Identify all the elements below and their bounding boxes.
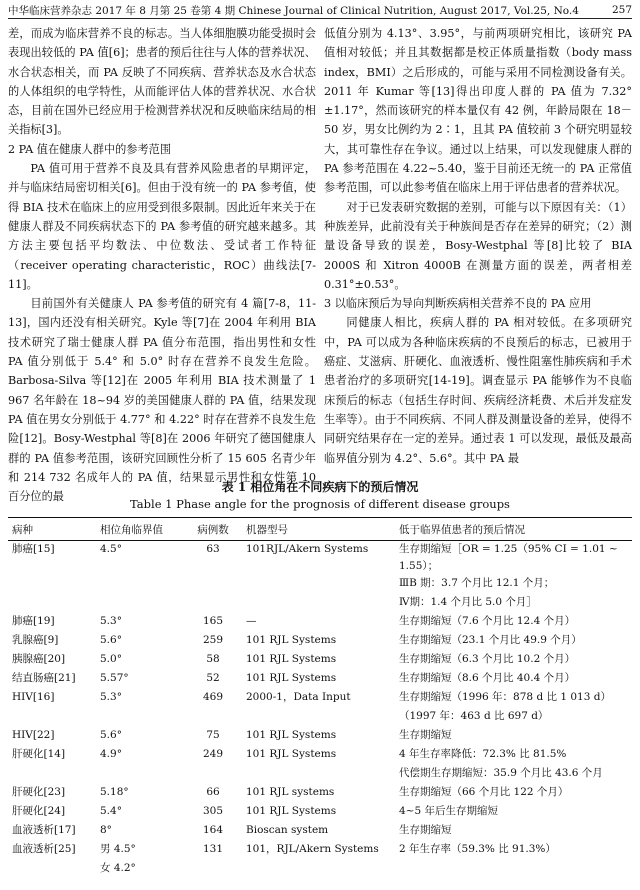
table-cell-n: 52 (206, 672, 220, 684)
table-cell-outcome: （1997 年：463 d 比 697 d） (399, 710, 549, 722)
table-cell-cutoff: 5.18° (100, 786, 129, 798)
table-cell-cutoff: 5.0° (100, 653, 122, 665)
table-body (8, 541, 632, 880)
table-cell-outcome: 生存期缩短（23.1 个月比 49.9 个月） (399, 634, 582, 646)
table-cell-disease (8, 860, 96, 879)
table-cell-n: 75 (206, 729, 220, 741)
table-cell-disease: 肺癌[15] (12, 543, 55, 555)
table-cell-outcome (395, 860, 632, 879)
table-cell-n (184, 594, 242, 613)
table-cell-device (242, 594, 395, 613)
table-row (8, 651, 632, 670)
table-cell-outcome: 4 年生存率降低：72.3% 比 81.5% (399, 748, 567, 760)
table-cell-disease (8, 708, 96, 727)
table-cell-outcome: 代偿期生存期缩短：35.9 个月比 43.6 个月 (399, 767, 603, 779)
table-cell-device (242, 860, 395, 879)
table-cell-cutoff: 5.3° (100, 615, 122, 627)
journal-line: 中华临床营养杂志 2017 年 8 月第 25 卷第 4 期 Chinese Journal of Clinical Nutrition, August 2017, Vol.25, No.4 (8, 4, 579, 17)
table-row (8, 575, 632, 594)
table-cell-outcome: Ⅳ期：1.4 个月比 5.0 个月］ (399, 596, 537, 608)
left-column (8, 24, 316, 504)
table-caption-cn: 表 1 相位角在不同疾病下的预后情况 (221, 480, 419, 494)
table-cell-device (242, 708, 395, 727)
table-cell-disease: 胰腺癌[20] (12, 653, 66, 665)
table-row (8, 822, 632, 841)
table-cell-cutoff (96, 765, 184, 784)
table-cell-outcome: 生存期缩短（1996 年：878 d 比 1 013 d） (399, 691, 611, 703)
table-cell-n: 259 (202, 634, 224, 646)
table-row (8, 803, 632, 822)
table-cell-n: 249 (202, 748, 224, 760)
table-cell-disease: 肝硬化[23] (12, 786, 66, 798)
table-row (8, 708, 632, 727)
table-cell-disease: 血液透析[17] (12, 824, 76, 836)
table-cell-disease (8, 575, 96, 594)
paragraph: PA 值可用于营养不良及具有营养风险患者的早期评定，并与临床结局密切相关[6]。但由于没有统一的 PA 参考值，使得 BIA 技术在临床上的应用受到很多限制。因此近年来关于在健康人群及不同疾病状态下的 PA 参考值的研究越来越多。其方法主要包括平均数法、中位数法、受试者工作特征（receiver operating characteristic，ROC）曲线法[7-11]。 (8, 162, 316, 291)
table-cell-device (242, 575, 395, 594)
table-cell-cutoff (96, 708, 184, 727)
table-cell-outcome: ⅢB 期：3.7 个月比 12.1 个月； (399, 577, 555, 589)
table-row (8, 841, 632, 860)
table-cell-n: 164 (202, 824, 224, 836)
header-cutoff: 相位角临界值 (96, 518, 184, 541)
table-cell-cutoff: 5.6° (100, 729, 122, 741)
table-row (8, 594, 632, 613)
table-cell-n (184, 708, 242, 727)
header-outcome: 低于临界值患者的预后情况 (395, 518, 632, 541)
table-cell-cutoff: 5.3° (100, 691, 122, 703)
paragraph: 对于已发表研究数据的差别，可能与以下原因有关：（1）种族差异，此前没有关于种族间是否存在差异的研究；（2）测量设备导致的误差，Bosy-Westphal 等[8]比较了 BIA 2000S 和 Xitron 4000B 在测量方面的误差，两者相差 0.31°±0.53°。 (324, 200, 632, 291)
header-disease: 病种 (8, 518, 96, 541)
table-cell-n (184, 575, 242, 594)
table-cell-disease: 血液透析[25] (12, 843, 76, 855)
table-cell-cutoff: 8° (100, 824, 112, 836)
table-cell-cutoff: 5.57° (100, 672, 129, 684)
table-row (8, 541, 632, 576)
table-cell-outcome: 4~5 年后生存期缩短 (399, 805, 498, 817)
table-row (8, 746, 632, 765)
table-cell-n: 469 (202, 691, 224, 703)
table-cell-disease: 肝硬化[24] (12, 805, 66, 817)
table-cell-device: — (246, 615, 257, 627)
table-cell-n: 131 (202, 843, 224, 855)
table-cell-n (184, 765, 242, 784)
table-cell-cutoff: 4.5° (100, 543, 122, 555)
table-row (8, 689, 632, 708)
table-row (8, 860, 632, 879)
table-row (8, 670, 632, 689)
paragraph: 同健康人相比，疾病人群的 PA 相对较低。在多项研究中，PA 可以成为各种临床疾病的不良预后的标志，已被用于癌症、艾滋病、肝硬化、血液透析、慢性阻塞性肺疾病和手术患者治疗的多项研究[14-19]。调查显示 PA 能够作为不良临床预后的标志（包括生存时间、疾病经济耗费、术后并发症发生率等）。由于不同疾病、不同人群及测量设备的差异，使得不同研究结果存在一定的差异。通过表 1 可以发现，最低及最高临界值分别为 4.2°、5.6°。其中 PA 最 (324, 316, 632, 465)
running-header (8, 2, 632, 19)
table-row (8, 632, 632, 651)
table-cell-device: Bioscan system (246, 824, 329, 836)
table-cell-device: 101 RJL Systems (246, 748, 337, 760)
table-caption-en: Table 1 Phase angle for the prognosis of different disease groups (130, 497, 510, 511)
table-cell-outcome: 生存期缩短 (399, 824, 452, 836)
table-cell-n: 58 (206, 653, 220, 665)
table-cell-device: 101 RJL Systems (246, 805, 337, 817)
table-cell-n: 165 (202, 615, 224, 627)
table-row (8, 727, 632, 746)
table-cell-cutoff (96, 575, 184, 594)
prognosis-table (8, 517, 632, 879)
table-row (8, 765, 632, 784)
table-row (8, 613, 632, 632)
table-cell-outcome: 2 年生存率（59.3% 比 91.3%） (399, 843, 556, 855)
paragraph: 目前国外有关健康人 PA 参考值的研究有 4 篇[7-8，11-13]，国内还没有相关研究。Kyle 等[7]在 2004 年利用 BIA 技术研究了瑞士健康人群 PA 值分布范围，指出男性和女性 PA 值分别低于 5.4° 和 5.0° 时存在营养不良发生危险。Barbosa-Silva 等[12]在 2005 年利用 BIA 技术测量了 1 967 名年龄在 18~94 岁的美国健康人群的 PA 值，结果发现 PA 值在男女分别低于 4.77° 和 4.22° 时存在营养不良发生危险[12]。Bosy-Westphal 等[8]在 2006 年研究了德国健康人群的 PA 值参考范围，该研究回顾性分析了 15 605 名青少年和 214 732 名成年人的 PA 值，结果显示男性和女性第 10 百分位的最 (8, 297, 316, 504)
table-cell-n: 305 (202, 805, 224, 817)
table-cell-cutoff: 男 4.5° (100, 843, 136, 855)
table-cell-device: 101 RJL Systems (246, 672, 337, 684)
table-cell-cutoff (96, 594, 184, 613)
table-cell-disease: 肝硬化[14] (12, 748, 66, 760)
table-cell-outcome: 生存期缩短（8.6 个月比 40.4 个月） (399, 672, 576, 684)
table-cell-cutoff: 女 4.2° (100, 862, 136, 874)
table-cell-outcome: 生存期缩短［OR = 1.25（95% CI = 1.01 ~ 1.55）； (399, 543, 618, 572)
table-cell-device: 101RJL/Akern Systems (246, 543, 369, 555)
table-cell-outcome: 生存期缩短（66 个月比 122 个月） (399, 786, 569, 798)
section-heading: 2 PA 值在健康人群中的参考范围 (8, 142, 172, 156)
table-cell-device: 101，RJL/Akern Systems (246, 843, 379, 855)
table-cell-outcome: 生存期缩短 (399, 729, 452, 741)
header-cases: 病例数 (184, 518, 242, 541)
paragraph: 低值分别为 4.13°、3.95°，与前两项研究相比，该研究 PA 值相对较低；并且其数据都是校正体质量指数（body mass index，BMI）之后形成的，可能与采用不同检测设备有关。2011 年 Kumar 等[13]得出印度人群的 PA 值为 7.32°±1.17°，然而该研究的样本量仅有 42 例，年龄局限在 18－50 岁，男女比例约为 2∶1，且其 PA 值较前 3 个研究明显较大，其可靠性存在争议。通过以上结果，可以发现健康人群的 PA 参考范围在 4.22~5.40，鉴于目前还无统一的 PA 正常值参考范围，可以此参考值在临床上用于评估患者的营养状况。 (324, 27, 632, 195)
table-cell-disease (8, 765, 96, 784)
table-cell-disease: 乳腺癌[9] (12, 634, 59, 646)
page-number: 257 (611, 4, 632, 16)
table-cell-device: 101 RJL Systems (246, 634, 337, 646)
table-cell-cutoff: 4.9° (100, 748, 122, 760)
paragraph: 差，而成为临床营养不良的标志。当人体细胞膜功能受损时会表现出较低的 PA 值[6]；患者的预后往往与人体的营养状况、水合状态相关，而 PA 反映了不同疾病、营养状态及水合状态的人体组织的电学特性，从而能评估人体的营养状况、水合状态，目前在国外已经应用于检测营养状况和反映临床结局的相关指标[3]。 (8, 27, 316, 137)
table-cell-device: 2000-1，Data Input (246, 691, 351, 703)
right-column (324, 24, 632, 465)
section-heading: 3 以临床预后为导向判断疾病相关营养不良的 PA 应用 (324, 297, 592, 311)
header-device: 机器型号 (242, 518, 395, 541)
table-cell-device: 101 RJL Systems (246, 729, 337, 741)
table-cell-outcome: 生存期缩短（6.3 个月比 10.2 个月） (399, 653, 576, 665)
table-header-row (8, 518, 632, 541)
table-cell-outcome: 生存期缩短（7.6 个月比 12.4 个月） (399, 615, 576, 627)
table-cell-n (184, 860, 242, 879)
table-cell-cutoff: 5.6° (100, 634, 122, 646)
table-cell-disease: HIV[22] (12, 729, 55, 741)
table-cell-disease: 结直肠癌[21] (12, 672, 76, 684)
table-cell-cutoff: 5.4° (100, 805, 122, 817)
table-cell-device: 101 RJL systems (246, 786, 335, 798)
table-cell-disease: HIV[16] (12, 691, 55, 703)
table-cell-disease (8, 594, 96, 613)
table-cell-disease: 肺癌[19] (12, 615, 55, 627)
table-cell-n: 66 (206, 786, 220, 798)
table-cell-device: 101 RJL Systems (246, 653, 337, 665)
table-cell-device (242, 765, 395, 784)
table-cell-n: 63 (206, 543, 220, 555)
table-row (8, 784, 632, 803)
